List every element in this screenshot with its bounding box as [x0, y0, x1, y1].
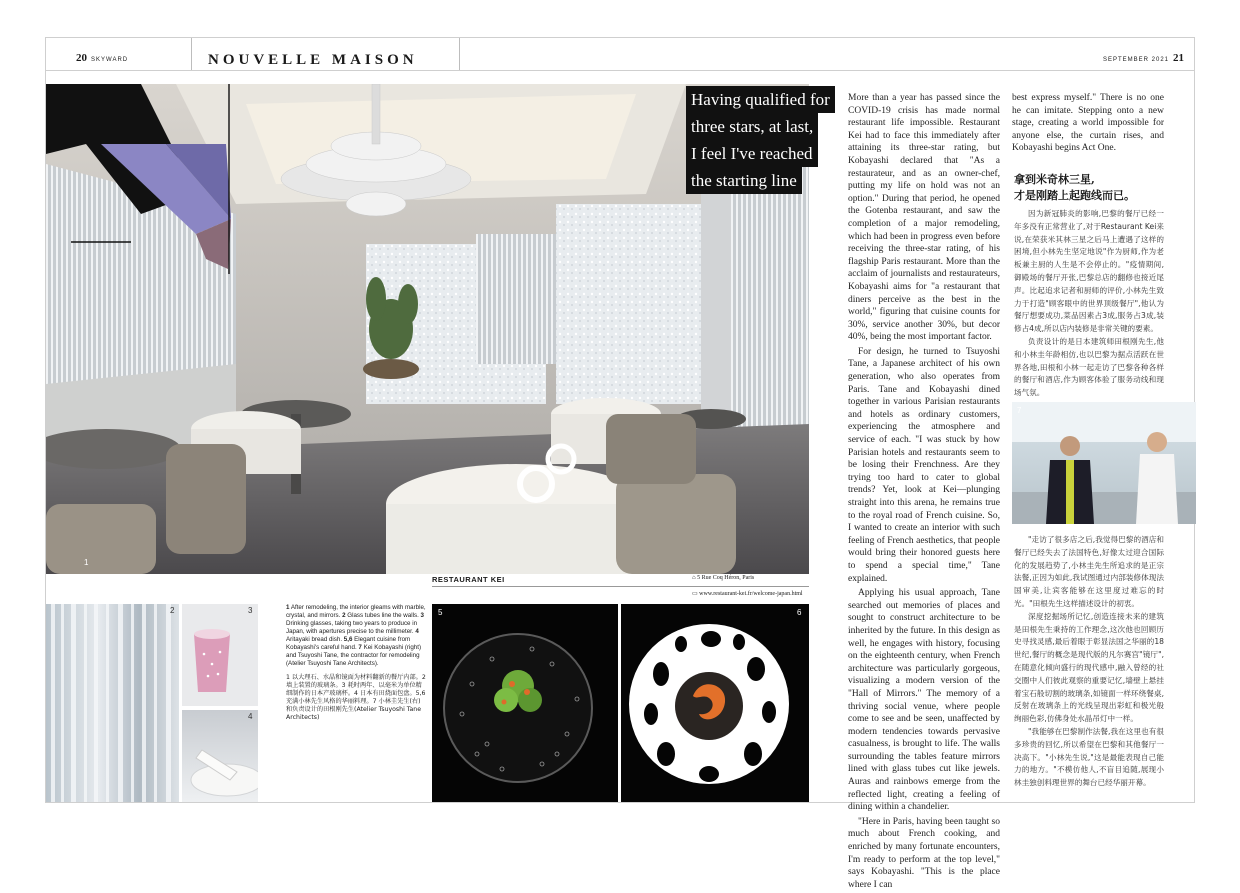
location-icon: ⌂ — [692, 575, 696, 581]
article-chinese-part-2: "走访了很多店之后,我觉得巴黎的酒店和餐厅已经失去了法国特色,好像太过迎合国际化的发展趋势了,小林圭先生所追求的是正宗法餐,正因为如此,我试图通过内部装修体现法国审美,让宾客能够在这里度过难忘的时光。"田根先生这样描述设计的初衷。 深度挖掘场所记忆,创造连接未来的建筑是田根先生秉持的工作理念,这次他也回顾历史寻找灵感,最后着眼于彰显法国之华丽的18世纪,餐厅的概念是现代版的凡尔赛宫"镜厅",在随意化倾向盛行的现代感中,融入曾经的社交圈中人们彼此观察的重要记忆,墙壁上悬挂着宝石般切割的玻璃条,如镜面一样环绕餐桌,反射在玻璃条上的光线呈现出彩虹和极光般绚丽色彩,仿佛身处水晶吊灯中一样。 "我能够在巴黎制作法餐,我在这里也有很多珍贵的回忆,所以希望在巴黎和其他餐厅一决高下。"小林先生说,"这是最能表现自己能力的地方。"不模仿他人,不盲目追随,展现小林圭独创料理世界的舞台已经华丽开幕。 — [1014, 535, 1164, 788]
info-rule — [432, 586, 809, 587]
left-page-number: 20 SKYWARD — [76, 52, 129, 64]
restaurant-url[interactable]: ▭ www.restaurant-kei.fr/welcome-japan.html — [692, 591, 803, 597]
photo-captions — [286, 604, 426, 728]
section-title: NOUVELLE MAISON — [208, 52, 418, 68]
glass-tubes-photo — [46, 604, 179, 802]
portrait-photo — [1012, 402, 1196, 524]
issue-date: SEPTEMBER 2021 — [1102, 57, 1169, 63]
restaurant-address: ⌂ 5 Rue Coq Héron, Paris — [692, 575, 755, 581]
computer-icon: ▭ — [692, 591, 698, 597]
header-rule — [46, 70, 1194, 71]
photo-number-7: 7 — [1017, 406, 1022, 415]
dish-photo-5 — [432, 604, 618, 802]
article-english-column-1: More than a year has passed since the COVID-19 crisis has made normal restaurant life impossible. Restaurant Kei had to face this immediately after attaining its three-star rating, but Kobayashi declared that "As a restaurateur, and as an owner-chef, putting my life on hold was not an option." During that period, he opened the Gotenba restaurant, and saw the completion of a major remodeling, which had been in progress even before receiving the three-star rating, of his flagship Paris restaurant. More than the acclaim of journalists and restaurateurs, Kobayashi aims for "a restaurant that diners perceive as the best in the world," figuring that cuisine counts for 30%, service another 30%, but decor 40%, being the most important factor. For design, he turned to Tsuyoshi Tane, a Japanese architect of his own generation, who also operates from Paris. Tane and Kobayashi dined together in various Parisian restaurants and hotels as ordinary customers, experiencing the atmosphere and service of each. "I was stuck by how Parisian hotels and restaurants seem to be losing their Frenchness. Are they trying too hard to cater to global trends? Yet, look at Kei—plunging straight into this arena, he remains true to the royal road of French cuisine. So, I wanted to create an interior with such feeling of French aesthetics, that people would bring their honored guests here to spend a special time," Tane explained. Applying his usual approach, Tane searched out memories of places and sought to construct architecture to be inherited by the future. In this design as well, he engages with history, focusing on the eighteenth century, when French architecture was particularly gorgeous, visualizing a modern version of the "Hall of Mirrors." The memory of a thriving social venue, where people come to see and be seen, unaffected by modern tendencies towards pervasive casualness, is brought to life. The walls surrounding the tables feature mirrors lined with glass tubes cut like jewels. Auras and rainbows emerge from the reflected light, creating a feeling of dining within a chandelier. "Here in Paris, having been taught so much about French cooking, and enriched by many fortunate encounters, I'm ready to perform at the top level," says Kobayashi. "This is the place where I can — [848, 93, 1000, 890]
caption-english: 1 After remodeling, the interior gleams with marble, crystal, and mirrors. 2 Glass tubes line the walls. 3 Drinking glasses, taking two years to produce in Japan, with apertures precise to the millimeter. 4 Aritayaki bread dish. 5,6 Elegant cuisine from Kobayashi's careful hand. 7 Kei Kobayashi (right) and Tsuyoshi Tane, the contractor for remodeling (Atelier Tsuyoshi Tane Architects). — [286, 604, 426, 667]
pull-quote-line: I feel I've reached — [686, 140, 818, 167]
bread-dish-photo — [182, 710, 258, 802]
magazine-spread — [45, 37, 1195, 890]
photo-number-4: 4 — [248, 712, 253, 721]
drinking-glass-photo — [182, 604, 258, 706]
photo-number-2: 2 — [170, 606, 175, 615]
restaurant-label: RESTAURANT KEI — [432, 575, 505, 584]
pull-quote-line: Having qualified for — [686, 86, 835, 113]
pull-quote-line: the starting line — [686, 167, 802, 194]
pull-quote — [686, 86, 835, 194]
pull-quote-line: three stars, at last, — [686, 113, 818, 140]
photo-number-6: 6 — [797, 608, 802, 617]
left-section-name: SKYWARD — [91, 57, 129, 63]
chinese-headline: 拿到米奇林三星, 才是刚踏上起跑线而已。 — [1014, 173, 1135, 202]
article-english-column-2: best express myself." There is no one he can imitate. Stepping onto a new stage, creating a world impossible for anyone else, the curtain rises, and Kobayashi begins Act One. — [1012, 93, 1164, 154]
header-divider — [459, 38, 460, 70]
dish-photo-6 — [621, 604, 809, 802]
article-chinese-part-1: 因为新冠肺炎的影响,巴黎的餐厅已经一年多没有正常营业了,对于Restaurant Kei来说,在荣获米其林三星之后马上遭遇了这样的困境,但小林先生坚定地说"作为厨师,作为老板兼主厨的人生是不会停止的。"疫情期间,御殿场的餐厅开张,巴黎总店的翻修也接近尾声。比起追求记者和厨师的评价,小林先生致力于打造"顾客眼中的世界顶级餐厅",他认为餐厅想要成功,菜品因素占3成,服务占3成,装修占4成,所以店内装修是非常关键的要素。 负责设计的是日本建筑师田根刚先生,他和小林圭年龄相仿,也以巴黎为据点活跃在世界各地,田根和小林一起走访了巴黎各种各样的餐厅和酒店,作为顾客体验了服务动线和现场气氛。 — [1014, 209, 1164, 398]
photo-number-5: 5 — [438, 608, 443, 617]
photo-number-3: 3 — [248, 606, 253, 615]
photo-number-1: 1 — [84, 558, 89, 567]
caption-chinese: 1 以大理石、水晶和镜面为材料翻新的餐厅内部。2 墙上装置的玻璃条。3 耗时两年、以毫米为单位精细制作的日本产玻璃杯。4 日本有田烧面包盘。5,6 充满小林先生风格的华丽料理。7 小林圭先生(右)和负责设计的田根刚先生(Atelier Tsuyoshi Tane Architects) — [286, 674, 426, 721]
right-page-number: SEPTEMBER 2021 21 — [1102, 52, 1184, 64]
header-divider — [191, 38, 192, 70]
